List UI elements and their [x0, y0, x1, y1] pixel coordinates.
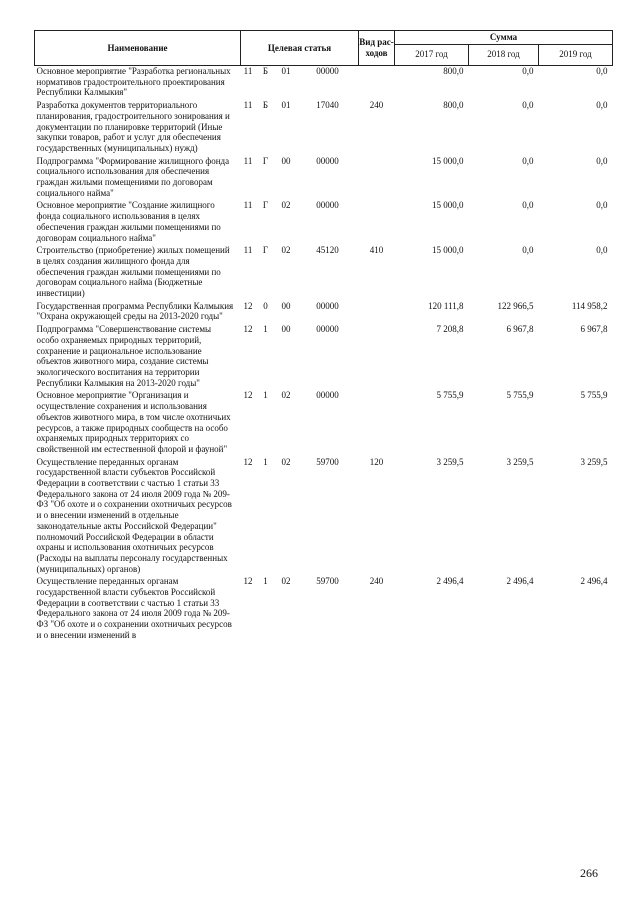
table-cell-direction-code: 45120 [316, 245, 339, 256]
table-cell-sum-2019: 0,0 [596, 245, 608, 256]
table-cell-event-code: 00 [281, 300, 291, 311]
table-cell-sum-2018: 2 496,4 [506, 576, 534, 587]
table-cell-sum-2017: 15 000,0 [432, 155, 464, 166]
table-cell-name: Государственная программа Республики Калмыкия "Охрана окружающей среды на 2013-2020 годы" [36, 300, 234, 322]
table-cell-event-code: 01 [281, 66, 291, 76]
table-body [35, 66, 613, 643]
table-row [35, 301, 613, 324]
table-cell-direction-code: 59700 [316, 456, 339, 467]
table-cell-sum-2019: 2 496,4 [580, 576, 608, 587]
table-cell-program-code: 11 [243, 155, 253, 166]
table-cell-event-code: 02 [281, 456, 291, 467]
column-header-target-article: Целевая статья [241, 31, 359, 66]
column-header-year-2018: 2018 год [469, 44, 539, 65]
table-cell-direction-code: 00000 [316, 200, 339, 211]
table-cell-sum-2017: 3 259,5 [436, 456, 464, 467]
table-cell-direction-code: 59700 [316, 576, 339, 587]
table-cell-subprogram-code: Б [262, 66, 269, 76]
table-cell-name: Подпрограмма "Формирование жилищного фонда социального использования для обеспечения граждан жилыми помещениями по договорам социального найма" [36, 155, 230, 198]
table-cell-direction-code: 00000 [316, 324, 339, 335]
table-cell-sum-2017: 800,0 [443, 66, 464, 76]
column-header-year-2017: 2017 год [395, 44, 469, 65]
table-cell-sum-2019: 0,0 [596, 200, 608, 211]
table-cell-subprogram-code: Г [262, 200, 269, 211]
table-cell-subprogram-code: 0 [263, 300, 268, 311]
table-cell-sum-2019: 0,0 [596, 66, 608, 76]
table-cell-direction-code: 00000 [316, 390, 339, 401]
table-cell-sum-2019: 0,0 [596, 100, 608, 111]
table-cell-sum-2019: 0,0 [596, 155, 608, 166]
table-cell-subprogram-code: Б [262, 100, 269, 111]
table-cell-sum-2017: 2 496,4 [436, 576, 464, 587]
table-cell-sum-2019: 114 958,2 [571, 300, 608, 311]
table-cell-sum-2018: 0,0 [522, 200, 534, 211]
table-cell-program-code: 12 [243, 390, 253, 401]
table-row [35, 457, 613, 577]
table-cell-direction-code: 00000 [316, 300, 339, 311]
table-row [35, 66, 613, 101]
table-cell-sum-2017: 120 111,8 [428, 300, 464, 311]
column-header-year-2019: 2019 год [539, 44, 613, 65]
table-cell-sum-2017: 15 000,0 [432, 245, 464, 256]
table-cell-expense-type: 240 [369, 100, 384, 111]
table-cell-program-code: 11 [243, 100, 253, 111]
budget-table [34, 30, 613, 643]
table-cell-subprogram-code: 1 [263, 390, 268, 401]
table-cell-event-code: 02 [281, 200, 291, 211]
table-cell-event-code: 02 [281, 390, 291, 401]
table-cell-sum-2018: 5 755,9 [506, 390, 534, 401]
table-cell-event-code: 00 [281, 155, 291, 166]
table-cell-name: Осуществление переданных органам государственной власти субъектов Российской Федерации в соответствии с частью 1 статьи 33 Федерального закона от 24 июля 2009 года № 209-ФЗ "Об охоте и о сохранении охотничьих ресурсов и о внесении изменений в [36, 576, 232, 640]
table-cell-sum-2019: 6 967,8 [580, 324, 608, 335]
table-cell-program-code: 12 [243, 324, 253, 335]
column-header-sum: Сумма [395, 31, 613, 45]
table-cell-program-code: 11 [243, 66, 253, 76]
table-cell-event-code: 02 [281, 576, 291, 587]
table-cell-expense-type: 120 [369, 456, 384, 467]
table-cell-sum-2017: 5 755,9 [436, 390, 464, 401]
table-cell-sum-2018: 0,0 [522, 245, 534, 256]
table-cell-sum-2017: 800,0 [443, 100, 464, 111]
table-row [35, 576, 613, 642]
table-cell-sum-2017: 7 208,8 [436, 324, 464, 335]
table-row [35, 156, 613, 201]
column-header-name: Наименование [35, 31, 241, 66]
table-row [35, 324, 613, 390]
table-cell-sum-2017: 15 000,0 [432, 200, 464, 211]
table-cell-expense-type [359, 324, 395, 390]
table-cell-direction-code: 17040 [316, 100, 339, 111]
column-header-expense-type: Вид рас-ходов [359, 31, 395, 66]
table-cell-sum-2018: 6 967,8 [506, 324, 534, 335]
table-cell-subprogram-code: 1 [263, 456, 268, 467]
table-row [35, 100, 613, 156]
table-cell-program-code: 12 [243, 456, 253, 467]
table-cell-expense-type: 240 [369, 576, 384, 587]
table-cell-subprogram-code: 1 [263, 576, 268, 587]
table-cell-subprogram-code: 1 [263, 324, 268, 335]
table-cell-name: Основное мероприятие "Разработка региональных нормативов градостроительного проектирования Республики Калмыкия" [36, 66, 231, 98]
table-row [35, 200, 613, 245]
table-cell-expense-type [359, 390, 395, 456]
table-cell-name: Осуществление переданных органам государственной власти субъектов Российской Федерации в соответствии с частью 1 статьи 33 Федерального закона от 24 июля 2009 года № 209-ФЗ "Об охоте и о сохранении охотничьих ресурсов и о внесении изменений в отдельные законодательные акты Российской Федерации" полномочий Российской Федерации в области охраны и использования охотничьих ресурсов (Расходы на выплаты персоналу государственных (муниципальных) органов) [36, 456, 232, 574]
table-cell-name: Основное мероприятие "Создание жилищного фонда социального использования в целях обеспечения граждан жилыми помещениями по договорам социального найма" [36, 200, 221, 243]
table-cell-expense-type [359, 200, 395, 245]
table-row [35, 390, 613, 456]
table-cell-sum-2018: 122 966,5 [497, 300, 534, 311]
table-cell-program-code: 11 [243, 245, 253, 256]
table-cell-expense-type: 410 [369, 245, 384, 256]
table-cell-program-code: 12 [243, 576, 253, 587]
table-cell-event-code: 00 [281, 324, 291, 335]
table-cell-subprogram-code: Г [262, 245, 269, 256]
table-cell-sum-2018: 0,0 [522, 155, 534, 166]
table-cell-program-code: 12 [243, 300, 253, 311]
table-cell-expense-type [359, 66, 395, 101]
table-cell-name: Разработка документов территориального планирования, градостроительного зонирования и документации по планировке территорий (Иные закупки товаров, работ и услуг для обеспечения государственных (муниципальных) нужд) [36, 100, 230, 153]
table-cell-sum-2019: 3 259,5 [580, 456, 608, 467]
table-cell-expense-type [359, 156, 395, 201]
table-cell-name: Подпрограмма "Совершенствование системы особо охраняемых природных территорий, сохранение и рациональное использование объектов животного мира, создание системы экологического воспитания на территории Республики Калмыкия на 2013-2020 годы" [36, 324, 212, 388]
table-cell-sum-2018: 0,0 [522, 100, 534, 111]
table-cell-program-code: 11 [243, 200, 253, 211]
table-cell-name: Строительство (приобретение) жилых помещений в целях создания жилищного фонда для обеспечения граждан жилыми помещениями по договорам социального найма (Бюджетные инвестиции) [36, 245, 230, 299]
table-cell-sum-2018: 3 259,5 [506, 456, 534, 467]
table-cell-event-code: 02 [281, 245, 291, 256]
table-cell-event-code: 01 [281, 100, 291, 111]
table-cell-expense-type [359, 301, 395, 324]
table-cell-name: Основное мероприятие "Организация и осуществление сохранения и использования объектов животного мира, в том числе охотничьих ресурсов, а также природных сообществ на особо охраняемых природных территориях со свойственной им естественной флорой и фауной" [36, 390, 231, 454]
page-number: 266 [580, 866, 598, 880]
table-cell-direction-code: 00000 [316, 66, 339, 76]
table-cell-direction-code: 00000 [316, 155, 339, 166]
table-cell-sum-2019: 5 755,9 [580, 390, 608, 401]
table-cell-subprogram-code: Г [262, 155, 269, 166]
table-cell-sum-2018: 0,0 [522, 66, 534, 76]
table-row [35, 245, 613, 301]
